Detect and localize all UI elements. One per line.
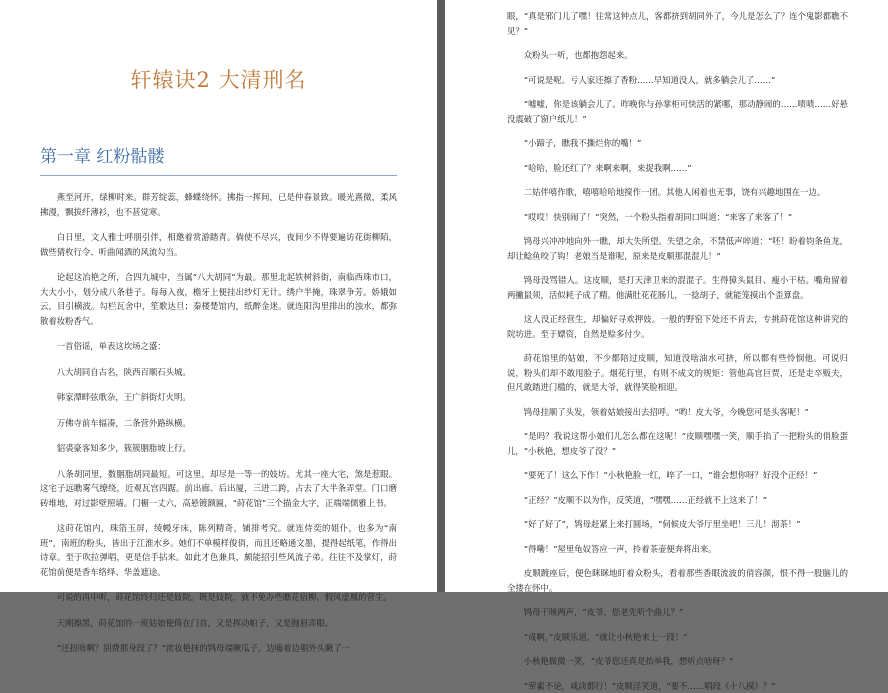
chapter-title: 第一章 红粉骷髅 [40, 142, 397, 176]
paragraph: 皮顺踱座后，便色眯眯地盯着众粉头，看着那些香眼流波的俏容颜，恨不得一股脑儿的全搂在怀中。 [507, 566, 848, 595]
paragraph: “小蹄子，瞧我不撕烂你的嘴！” [507, 136, 848, 151]
poem-line: 万佛寺前车辐凑，二条营外路纵横。 [40, 416, 397, 431]
paragraph: “是吗？我说这帮小娘们儿怎么都在这呢！”皮顺嘿嘿一笑，顺手掐了一把粉头的俏脸蛋儿，“小秋艳，想皮爷了没？” [507, 429, 848, 458]
paragraph: 鸨母干咳两声，“皮爷，您老先听个曲儿？” [507, 605, 848, 620]
book-title: 轩辕诀2 大清刑名 [40, 64, 397, 94]
poem-line: 貂裘豪客知多少，簇簇胭脂坡上行。 [40, 441, 397, 456]
paragraph: “好了好了”，鸨母赶紧上来打圆场，“伺候皮大爷厅里坐吧！三儿！沏茶！” [507, 517, 848, 532]
paragraph: “嘘嘘，你是该躺会儿了。昨晚你与孙掌柜可快活的紧哪，那动静闹的……啧啧……好悬没震破了窗户纸儿！” [507, 97, 848, 126]
paragraph: 众粉头一听，也都抱怨起来。 [507, 48, 848, 63]
paragraph: “得嘞！”屋里龟奴答应一声，拎着茶壶便奔将出来。 [507, 542, 848, 557]
page-divider [437, 0, 445, 592]
paragraph: 燕至河开，绿柳时来。群芳绽蕊，蜂蝶绕怀。拂指一挥间，已是仲春景致。暖光熹微，柔风拂漫，飘拔纤薄衫，也不甚觉寒。 [40, 190, 397, 219]
paragraph: 小秋艳微微一笑，“皮爷您还真是抬举我，想听点啥呀？” [507, 654, 848, 669]
paragraph: 这人没正经营生，却偏好寻欢押妓。一般的野窑下处还不肯去，专挑莳花馆这种讲究的院坊进。至于嫖资，自然是赊多付少。 [507, 312, 848, 341]
paragraph: 鸨母兴冲冲地向外一瞧，却大失所望。失望之余，不禁低声啐道：“呸！盼着钧条鱼龙，却让鲶鱼咬了钩！老娘当是谁呢，原来是皮顺那混混儿！” [507, 234, 848, 263]
paragraph: “正经？”皮顺不以为作，反笑道，“嘿嘿……正经就不上这来了！” [507, 493, 848, 508]
paragraph: 鸨母没骂错人。这皮顺，是打天津卫来的混混子。生得獐头鼠目、瘦小干枯。嘴角留着两撇鼠须，活似耗子成了精。他满肚花花肠儿，一捻胡子，就能笼摸出个歪算盘。 [507, 273, 848, 302]
left-page [0, 0, 437, 592]
paragraph: “还扭啥啊？别费那身段了？”浓妆艳抹的鸨母端噘瓜子，边嗑着边朝外头瞅了一 [40, 641, 397, 656]
paragraph: 一首俗谣，单表这坎场之盛： [40, 339, 397, 354]
paragraph: “可说是呢。亏人家还擦了香粉……早知道没人，就多躺会儿了……” [507, 73, 848, 88]
paragraph: 鸨母挂顺了头发，领着姑娘接出去招呼。“哟！皮大爷，今晚您可是头客呢！” [507, 405, 848, 420]
paragraph: 这莳花馆内，珠箔玉屏，绫幔牙床，陈列精奇，铺排考究。就连侍奕的姐仆，也多为“南班”，南班的粉头，皆出于江淮水乡。她们不单模样俊俏，而且还略通文墨，提得起纸笔，作得出诗章。至于吹拉弹唱，更是信手拈来。如此才色兼具，颇能招引些风流子弟。往往不及掌灯，莳花馆前便是香车络绎、华盖遮途。 [40, 521, 397, 579]
left-page-body [40, 190, 397, 656]
paragraph: 莳花馆里的姑娘，不少都陪过皮顺，知道没啥油水可挤，所以都有些怜悯他。可说归说，粉头们却不敢甩脸子。烟花行里，有则不成文的规矩：管他高官巨贾，还是走卒贩夫，但凡敢踏进门槛的，就是大爷，就得笑脸相迎。 [507, 351, 848, 395]
paragraph: “荤素不论，咸淡都行！”皮顺淫笑道，“要不……唱段《十八摸》？” [507, 679, 848, 693]
paragraph: 论起这冶艳之所，合四九城中，当属“八大胡同”为最。那里北起铁树斜街，南临西珠市口，大大小小，划分成八条巷子。每每入夜，檐牙上便挂出纱灯无计。绣户半掩，珠翠争芳。娇娥如云，目引横波。勾栏瓦舍中，笙歌达旦；秦楼楚馆内，纸醉金迷。就连阳沟里排出的浊水，都弥散着妆粉香气。 [40, 270, 397, 328]
paragraph: 白日里，文人雅士呼朋引伴，相邀着赏游踏青。倘使不尽兴，夜间少不得要遍访花街柳陌，做些猜枚行令、听曲闻酒的风流勾当。 [40, 230, 397, 259]
paragraph: “成啊，”皮顺乐道，“就让小秋艳来上一段！” [507, 630, 848, 645]
paragraph: 天刚擦黑，莳花馆的一班姑娘便倚在门首，又是挥动帕子，又是抛眉弄眼。 [40, 616, 397, 631]
paragraph: “哈哈，脸还红了？来啊来啊，来捉我啊……” [507, 161, 848, 176]
paragraph: 眼，“真是邪门儿了嘿！往常这钟点儿，客都挤到胡同外了，今儿是怎么了？连个鬼影都瞧不见？” [507, 9, 848, 38]
paragraph: “要死了！这么下作！”小秋艳脸一红，啐了一口，“谁会想你呀？好没个正经！” [507, 468, 848, 483]
right-page [445, 0, 888, 592]
paragraph: “哎哎！快别闹了！”突然，一个粉头指着胡同口叫道：“来客了来客了！” [507, 210, 848, 225]
poem-line: 八大胡同自古名，陕西百顺石头城。 [40, 365, 397, 380]
right-page-body [507, 9, 848, 693]
paragraph: 二姑伴嘻作歌，嘻嘻哈哈地搅作一团。其他人闲着也无事，饶有兴趣地围在一边。 [507, 185, 848, 200]
paragraph: 可说的再中听，莳花馆终归还是妓院。既是妓院，就不免办些瞧花宿柳，假风虚凰的营生。 [40, 590, 397, 605]
poem-line: 韩家潭畔弦歌杂，王广斜街灯火明。 [40, 390, 397, 405]
paragraph: 八条胡同里，数胭脂胡同最短。可这里，却尽是一等一的妓坊。尤其一座大宅，煞是惹眼。这宅子远瞧雾气缭绕，近观瓦宫四踞。前出廊、后出厦，三进二跨，占去了大半条弄堂。门口磨砖堆地，对过影壁照墙。门楣一丈六，高悬镀额匾，“莳花馆”三个描金大字，正端端儒雅上书。 [40, 467, 397, 511]
